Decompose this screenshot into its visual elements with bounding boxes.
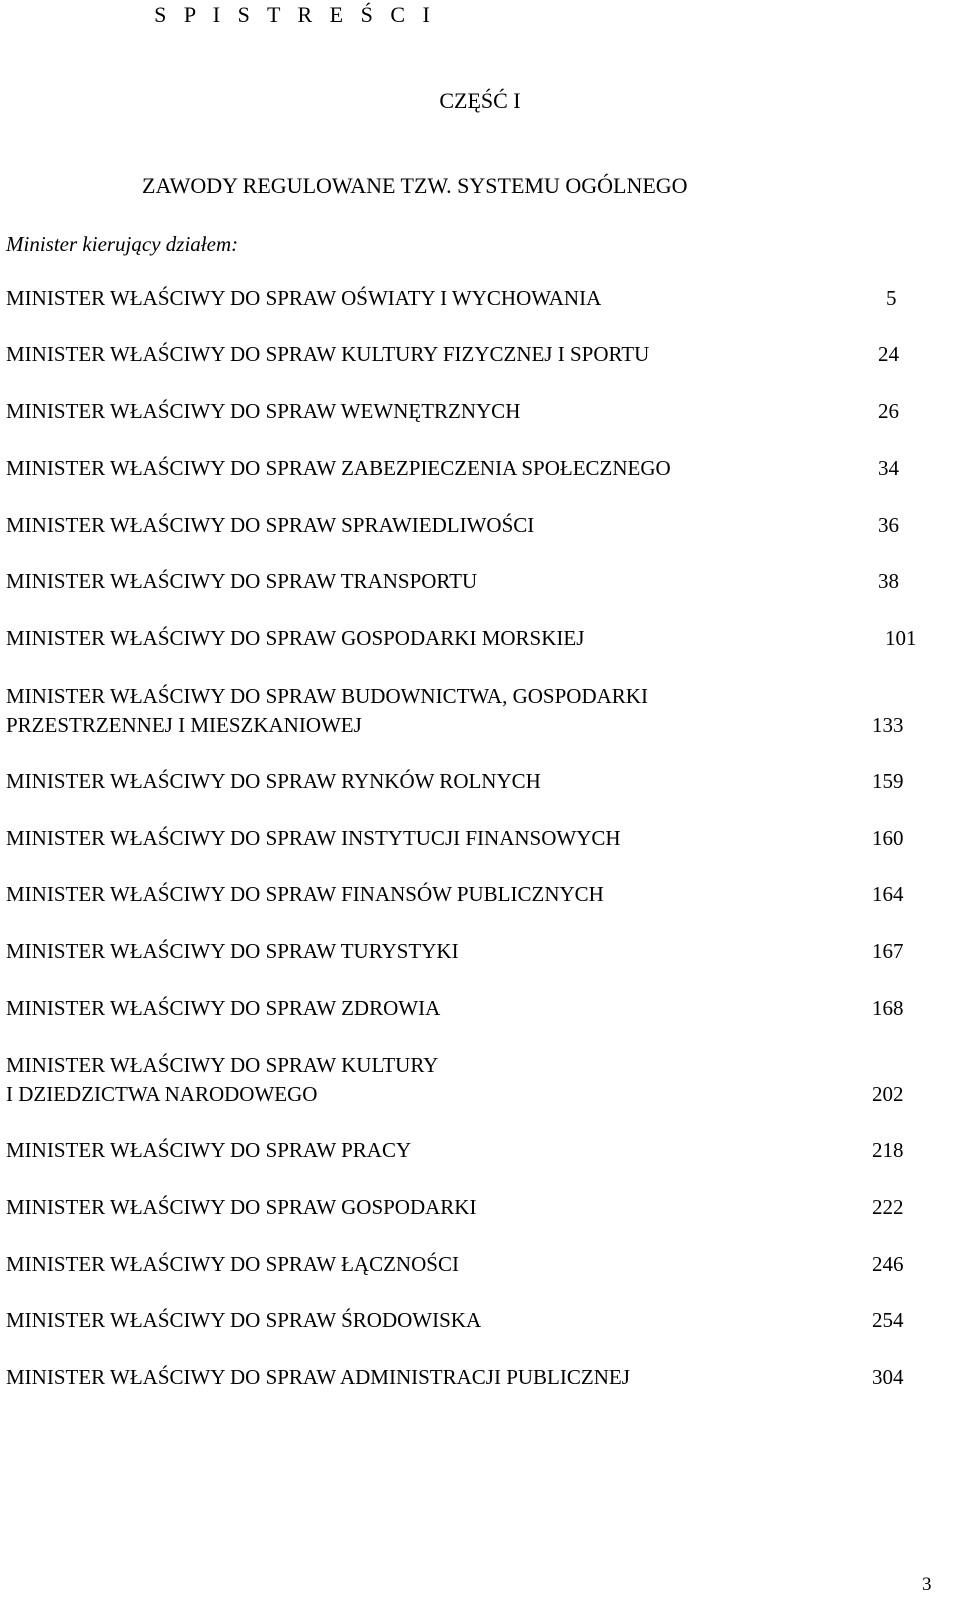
toc-entry-label [6, 767, 541, 796]
toc-entry [0, 284, 960, 344]
toc-entry-line: MINISTER WŁAŚCIWY DO SPRAW ZABEZPIECZENIA SPOŁECZNEGO [6, 456, 671, 480]
toc-entry-page: 304 [872, 1365, 904, 1389]
toc-entry [0, 994, 960, 1054]
toc-entry-line: MINISTER WŁAŚCIWY DO SPRAW ŁĄCZNOŚCI [6, 1252, 459, 1276]
toc-entry-page: 26 [878, 399, 899, 423]
toc-entry [0, 1051, 960, 1111]
toc-entry-label [6, 1306, 481, 1335]
toc-entry-line: MINISTER WŁAŚCIWY DO SPRAW BUDOWNICTWA, GOSPODARKI [6, 684, 648, 708]
toc-entry-label [6, 1051, 438, 1109]
document-title: S P I S T R E Ś C I [154, 2, 436, 27]
toc-entry-page: 160 [872, 826, 904, 850]
toc-entry-label [6, 880, 604, 909]
toc-entry-line: MINISTER WŁAŚCIWY DO SPRAW ŚRODOWISKA [6, 1308, 482, 1332]
toc-entry [0, 1136, 960, 1196]
toc-entry-line: MINISTER WŁAŚCIWY DO SPRAW RYNKÓW ROLNYCH [6, 769, 541, 793]
toc-entry-line: MINISTER WŁAŚCIWY DO SPRAW GOSPODARKI MORSKIEJ [6, 626, 585, 650]
toc-entry-line: I DZIEDZICTWA NARODOWEGO [6, 1082, 318, 1106]
toc-entry-line: MINISTER WŁAŚCIWY DO SPRAW TRANSPORTU [6, 569, 478, 593]
toc-entry-label [6, 567, 477, 596]
toc-entry-line: MINISTER WŁAŚCIWY DO SPRAW OŚWIATY I WYCHOWANIA [6, 286, 602, 310]
toc-entry-label [6, 824, 621, 853]
toc-entry [0, 1363, 960, 1423]
toc-entry-line: MINISTER WŁAŚCIWY DO SPRAW KULTURY FIZYCZNEJ I SPORTU [6, 342, 650, 366]
part-subtitle: ZAWODY REGULOWANE TZW. SYSTEMU OGÓLNEGO [142, 173, 688, 198]
toc-entry-line: MINISTER WŁAŚCIWY DO SPRAW ADMINISTRACJI PUBLICZNEJ [6, 1365, 630, 1389]
toc-entry-line: MINISTER WŁAŚCIWY DO SPRAW GOSPODARKI [6, 1195, 477, 1219]
toc-entry [0, 511, 960, 571]
toc-entry-label [6, 994, 440, 1023]
toc-entry-page: 36 [878, 513, 899, 537]
toc-entry [0, 454, 960, 514]
toc-entry-label [6, 340, 649, 369]
toc-entry [0, 880, 960, 940]
toc-entry [0, 1306, 960, 1366]
toc-entry [0, 567, 960, 627]
toc-entry-label [6, 1363, 630, 1392]
toc-entry-page: 159 [872, 769, 904, 793]
toc-entry [0, 624, 960, 684]
toc-entry-label [6, 511, 534, 540]
toc-entry-label [6, 682, 648, 740]
toc-entry-label [6, 397, 520, 426]
toc-entry-page: 167 [872, 939, 904, 963]
toc-entry-page: 168 [872, 996, 904, 1020]
toc-entry [0, 682, 960, 742]
toc-entry-page: 38 [878, 569, 899, 593]
part-title: CZĘŚĆ I [439, 88, 521, 113]
toc-entry [0, 397, 960, 457]
toc-entry-page: 164 [872, 882, 904, 906]
toc-entry-line: MINISTER WŁAŚCIWY DO SPRAW INSTYTUCJI FINANSOWYCH [6, 826, 621, 850]
toc-entry-label [6, 1136, 411, 1165]
toc-entry-page: 254 [872, 1308, 904, 1332]
toc-entry-page: 222 [872, 1195, 904, 1219]
page-number: 3 [922, 1574, 932, 1595]
toc-entry [0, 937, 960, 997]
toc-entry-page: 218 [872, 1138, 904, 1162]
toc-entry-line: PRZESTRZENNEJ I MIESZKANIOWEJ [6, 713, 362, 737]
intro-text: Minister kierujący działem: [6, 232, 239, 256]
toc-entry-page: 202 [872, 1082, 904, 1106]
toc-entry-line: MINISTER WŁAŚCIWY DO SPRAW KULTURY [6, 1053, 439, 1077]
toc-entry [0, 340, 960, 400]
toc-entry-page: 5 [886, 286, 897, 310]
toc-entry-line: MINISTER WŁAŚCIWY DO SPRAW TURYSTYKI [6, 939, 459, 963]
toc-entry-line: MINISTER WŁAŚCIWY DO SPRAW ZDROWIA [6, 996, 441, 1020]
toc-entry-label [6, 454, 671, 483]
toc-entry-page: 24 [878, 342, 899, 366]
toc-entry-page: 101 [885, 626, 917, 650]
toc-entry-line: MINISTER WŁAŚCIWY DO SPRAW FINANSÓW PUBLICZNYCH [6, 882, 604, 906]
toc-entry [0, 1193, 960, 1253]
toc-entry-label [6, 624, 584, 653]
toc-entry-page: 133 [872, 713, 904, 737]
toc-entry-label [6, 1193, 476, 1222]
toc-entry-line: MINISTER WŁAŚCIWY DO SPRAW PRACY [6, 1138, 412, 1162]
toc-entry-label [6, 1250, 459, 1279]
toc-entry [0, 767, 960, 827]
toc-entry [0, 1250, 960, 1310]
toc-entry [0, 824, 960, 884]
toc-entry-page: 34 [878, 456, 899, 480]
toc-entry-label [6, 937, 459, 966]
toc-entry-line: MINISTER WŁAŚCIWY DO SPRAW WEWNĘTRZNYCH [6, 399, 521, 423]
toc-entry-line: MINISTER WŁAŚCIWY DO SPRAW SPRAWIEDLIWOŚCI [6, 513, 535, 537]
toc-entry-label [6, 284, 601, 313]
toc-entry-page: 246 [872, 1252, 904, 1276]
